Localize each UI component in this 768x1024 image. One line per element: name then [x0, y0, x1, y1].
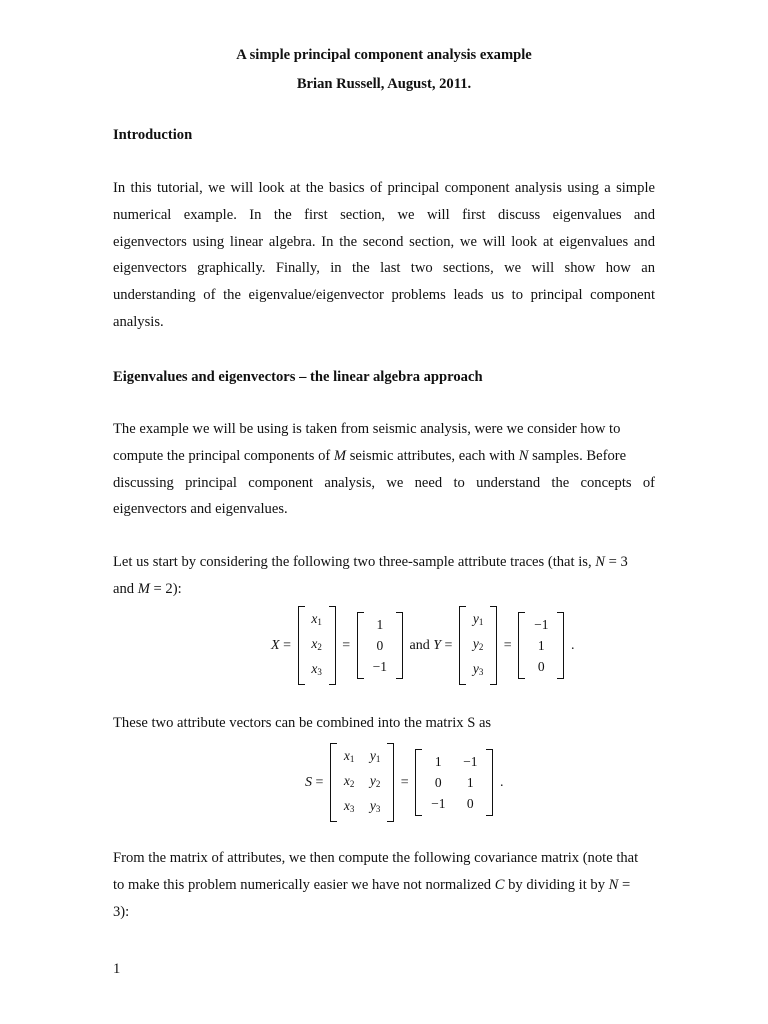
- section-paragraph-2: [113, 549, 655, 603]
- section-paragraph-3: [113, 710, 655, 737]
- x-value: 1: [376, 617, 384, 632]
- y1-entry: y: [472, 611, 479, 626]
- equation-x-y-vectors: X = $x_1$ $x_2$ $x_3$ = 1 0 −1 and Y = $y_1$ $y_2$ $y_3$ = −1 1 0 .: [268, 606, 577, 685]
- y-value: 1: [537, 638, 545, 653]
- x-symbolic-vector: $x_1$ $x_2$ $x_3$: [298, 606, 336, 685]
- s-value: −1: [431, 796, 446, 811]
- intro-line: eigenvectors graphically. Finally, in the last two sections, we will show how an: [113, 260, 655, 277]
- section-heading: Eigenvalues and eigenvectors – the linear algebra approach: [113, 369, 483, 385]
- intro-line: eigenvectors using linear algebra. In the second section, we will look at eigenvalues and: [113, 233, 655, 250]
- x3-entry: x: [311, 661, 318, 676]
- section-paragraph-4: [113, 845, 655, 925]
- paragraph-line: From the matrix of attributes, we then compute the following covariance matrix (note that: [113, 850, 639, 866]
- paragraph-line-italic: Let us start by considering the following two three-sample attribute traces (that is, N = 3: [113, 554, 628, 570]
- paragraph-line-italic: and M = 2):: [113, 580, 182, 597]
- and-word: and: [409, 637, 430, 653]
- x1-entry: x: [311, 611, 318, 626]
- paragraph-line: 3):: [113, 903, 130, 920]
- document-title: A simple principal component analysis example: [236, 47, 532, 63]
- intro-heading: Introduction: [113, 127, 193, 143]
- y-value: 0: [537, 659, 545, 674]
- s-entry: x: [343, 773, 350, 788]
- s-symbolic-matrix: $x_1$ $y_1$ $x_2$ $y_2$ $x_3$ $y_3$: [330, 743, 394, 822]
- paragraph-line: eigenvectors and eigenvalues.: [113, 501, 288, 518]
- document-author: Brian Russell, August, 2011.: [296, 76, 472, 92]
- page-number: 1: [113, 961, 121, 977]
- s-value: 0: [434, 775, 442, 790]
- s-entry: y: [369, 773, 376, 788]
- s-value-matrix: [415, 749, 493, 816]
- x2-entry: x: [311, 636, 318, 651]
- s-value: 1: [466, 775, 474, 790]
- s-value: 1: [434, 754, 442, 769]
- equation-s-matrix: S = $x_1$ $y_1$ $x_2$ $y_2$ $x_3$ $y_3$ = 1 −1 0 1 −1 0 .: [302, 743, 506, 822]
- section-paragraph-1: [113, 416, 655, 523]
- x-vector-label: X: [271, 637, 280, 653]
- s-value: 0: [466, 796, 474, 811]
- intro-paragraph: [113, 175, 655, 336]
- y-symbolic-vector: $y_1$ $y_2$ $y_3$: [459, 606, 497, 685]
- paragraph-line: These two attribute vectors can be combined into the matrix S as: [113, 715, 492, 731]
- x-value: −1: [372, 659, 388, 674]
- s-entry: y: [369, 798, 376, 813]
- s-matrix-label: S: [305, 774, 312, 790]
- s-entry: y: [369, 748, 376, 763]
- paragraph-line: discussing principal component analysis, we need to understand the concepts of: [113, 474, 655, 491]
- y-value-vector: [518, 612, 564, 679]
- x-value: 0: [376, 638, 384, 653]
- s-value: −1: [463, 754, 478, 769]
- x-value-vector: [357, 612, 403, 679]
- intro-line: In this tutorial, we will look at the basics of principal component analysis using a simple: [113, 180, 655, 196]
- y2-entry: y: [472, 636, 479, 651]
- intro-line: understanding of the eigenvalue/eigenvector problems leads us to principal component: [113, 287, 655, 304]
- s-entry: x: [343, 798, 350, 813]
- paragraph-line: The example we will be using is taken from seismic analysis, were we consider how to: [113, 421, 621, 437]
- paragraph-line-italic: to make this problem numerically easier we have not normalized C by dividing it by N =: [113, 876, 631, 893]
- s-entry: x: [343, 748, 350, 763]
- paragraph-line-italic: compute the principal components of M seismic attributes, each with N samples. Before: [113, 447, 627, 464]
- y3-entry: y: [472, 661, 479, 676]
- intro-line: numerical example. In the first section, we will first discuss eigenvalues and: [113, 206, 655, 223]
- intro-line: analysis.: [113, 313, 164, 330]
- y-value: −1: [534, 617, 549, 632]
- y-vector-label: Y: [433, 637, 442, 653]
